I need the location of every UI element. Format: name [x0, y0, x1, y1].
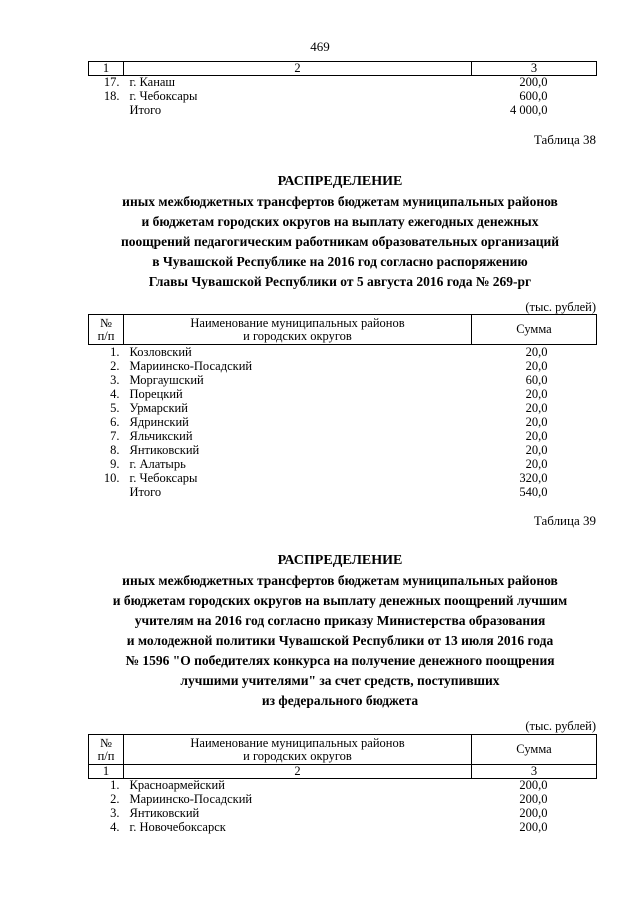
table-38-unit: (тыс. рублей)	[525, 300, 596, 314]
table-row	[89, 401, 597, 415]
row-name: г. Чебоксары	[129, 89, 198, 104]
header-number-line: №	[100, 735, 112, 750]
table-row	[89, 75, 597, 90]
row-number: 2.	[110, 358, 120, 373]
header-sum: Сумма	[472, 735, 597, 765]
header-name-line: Наименование муниципальных районов	[190, 735, 405, 750]
title-line: Главы Чувашской Республики от 5 августа 2016 года № 269-рг	[148, 274, 532, 289]
row-value: 200,0	[519, 778, 548, 793]
table-39-unit: (тыс. рублей)	[525, 719, 596, 733]
header-name	[124, 735, 472, 765]
table-39-label: Таблица 39	[533, 513, 596, 528]
column-number-row	[89, 62, 597, 76]
table-row	[89, 807, 597, 821]
row-number: 9.	[110, 456, 120, 471]
row-name: Итого	[129, 103, 162, 118]
table-total-row	[89, 104, 597, 118]
table-row	[89, 359, 597, 373]
row-name: Красноармейский	[129, 778, 225, 793]
table-row	[89, 429, 597, 443]
table-row	[89, 387, 597, 401]
row-name: Порецкий	[129, 386, 183, 401]
row-value: 20,0	[525, 428, 548, 443]
row-value: 200,0	[519, 792, 548, 807]
row-value: 20,0	[525, 456, 548, 471]
row-name: Урмарский	[129, 400, 188, 415]
row-value: 320,0	[519, 470, 548, 485]
row-number	[89, 485, 124, 499]
header-number-line: п/п	[97, 328, 115, 343]
table-39-title	[60, 551, 620, 711]
header-number-line: п/п	[97, 748, 115, 763]
title-line: РАСПРЕДЕЛЕНИЕ	[277, 174, 403, 189]
row-name: г. Чебоксары	[129, 470, 198, 485]
table-row	[89, 793, 597, 807]
row-name: г. Канаш	[129, 75, 176, 90]
title-line: и бюджетам городских округов на выплату ежегодных денежных	[141, 214, 539, 229]
row-number: 8.	[110, 442, 120, 457]
header-number	[89, 315, 124, 345]
row-name: Янтиковский	[129, 442, 200, 457]
header-name-line: и городских округов	[243, 328, 352, 343]
row-number: 5.	[110, 400, 120, 415]
row-name: Итого	[129, 484, 162, 499]
row-number: 17.	[103, 75, 120, 90]
table-row	[89, 471, 597, 485]
row-value: 20,0	[525, 358, 548, 373]
title-line: учителям на 2016 год согласно приказу Министерства образования	[134, 613, 546, 628]
continuation-table	[88, 61, 597, 118]
title-line: РАСПРЕДЕЛЕНИЕ	[277, 553, 403, 568]
column-number: 2	[124, 62, 472, 76]
row-value: 20,0	[525, 386, 548, 401]
header-sum: Сумма	[472, 315, 597, 345]
row-name: Мариинско-Посадский	[129, 792, 253, 807]
row-name: Янтиковский	[129, 806, 200, 821]
title-line: № 1596 "О победителях конкурса на получение денежного поощрения	[125, 653, 555, 668]
row-value: 200,0	[519, 820, 548, 835]
row-value: 200,0	[519, 806, 548, 821]
header-name-line: и городских округов	[243, 748, 352, 763]
row-value: 540,0	[519, 484, 548, 499]
title-line: и бюджетам городских округов на выплату денежных поощрений лучшим	[112, 593, 568, 608]
header-number-line: №	[100, 315, 112, 330]
row-number: 6.	[110, 414, 120, 429]
header-number	[89, 735, 124, 765]
title-line: лучшими учителями" за счет средств, поступивших	[180, 673, 500, 688]
table-header-row	[89, 735, 597, 765]
table-39	[88, 734, 597, 835]
table-row	[89, 345, 597, 360]
table-row	[89, 457, 597, 471]
row-number: 2.	[110, 792, 120, 807]
row-number: 4.	[110, 386, 120, 401]
table-row	[89, 821, 597, 835]
row-name: Козловский	[129, 344, 192, 359]
row-value: 60,0	[525, 372, 548, 387]
table-row	[89, 415, 597, 429]
row-value: 200,0	[519, 75, 548, 90]
table-38	[88, 314, 597, 499]
table-row	[89, 90, 597, 104]
row-value: 20,0	[525, 400, 548, 415]
column-number: 3	[472, 62, 597, 76]
table-row	[89, 443, 597, 457]
header-name	[124, 315, 472, 345]
row-value: 20,0	[525, 344, 548, 359]
row-number: 4.	[110, 820, 120, 835]
row-name: Яльчикский	[129, 428, 193, 443]
row-number: 7.	[110, 428, 120, 443]
title-line: иных межбюджетных трансфертов бюджетам муниципальных районов	[122, 194, 558, 209]
title-line: и молодежной политики Чувашской Республики от 13 июля 2016 года	[126, 633, 554, 648]
row-number: 1.	[110, 344, 120, 359]
row-value: 4 000,0	[510, 103, 548, 118]
column-number: 3	[472, 765, 597, 779]
row-name: Ядринский	[129, 414, 189, 429]
column-number-row	[89, 765, 597, 779]
row-value: 600,0	[519, 89, 548, 104]
column-number: 2	[124, 765, 472, 779]
page-number: 469	[310, 39, 330, 54]
row-number: 3.	[110, 372, 120, 387]
column-number: 1	[89, 62, 124, 76]
title-line: поощрений педагогическим работникам образовательных организаций	[120, 234, 560, 249]
row-number: 1.	[110, 778, 120, 793]
title-line: из федерального бюджета	[261, 693, 419, 708]
table-row	[89, 373, 597, 387]
row-number: 10.	[103, 470, 120, 485]
row-name: Моргаушский	[129, 372, 204, 387]
header-name-line: Наименование муниципальных районов	[190, 315, 405, 330]
row-value: 20,0	[525, 414, 548, 429]
title-line: в Чувашской Республике на 2016 год согласно распоряжению	[152, 254, 528, 269]
table-total-row	[89, 485, 597, 499]
table-row	[89, 778, 597, 793]
column-number: 1	[89, 765, 124, 779]
row-value: 20,0	[525, 442, 548, 457]
table-header-row	[89, 315, 597, 345]
title-line: иных межбюджетных трансфертов бюджетам муниципальных районов	[122, 573, 558, 588]
row-name: г. Алатырь	[129, 456, 186, 471]
row-number: 18.	[103, 89, 120, 104]
row-number	[89, 104, 124, 118]
row-number: 3.	[110, 806, 120, 821]
table-38-title	[60, 172, 620, 292]
table-38-label: Таблица 38	[533, 132, 596, 147]
row-name: Мариинско-Посадский	[129, 358, 253, 373]
row-name: г. Новочебоксарск	[129, 820, 226, 835]
